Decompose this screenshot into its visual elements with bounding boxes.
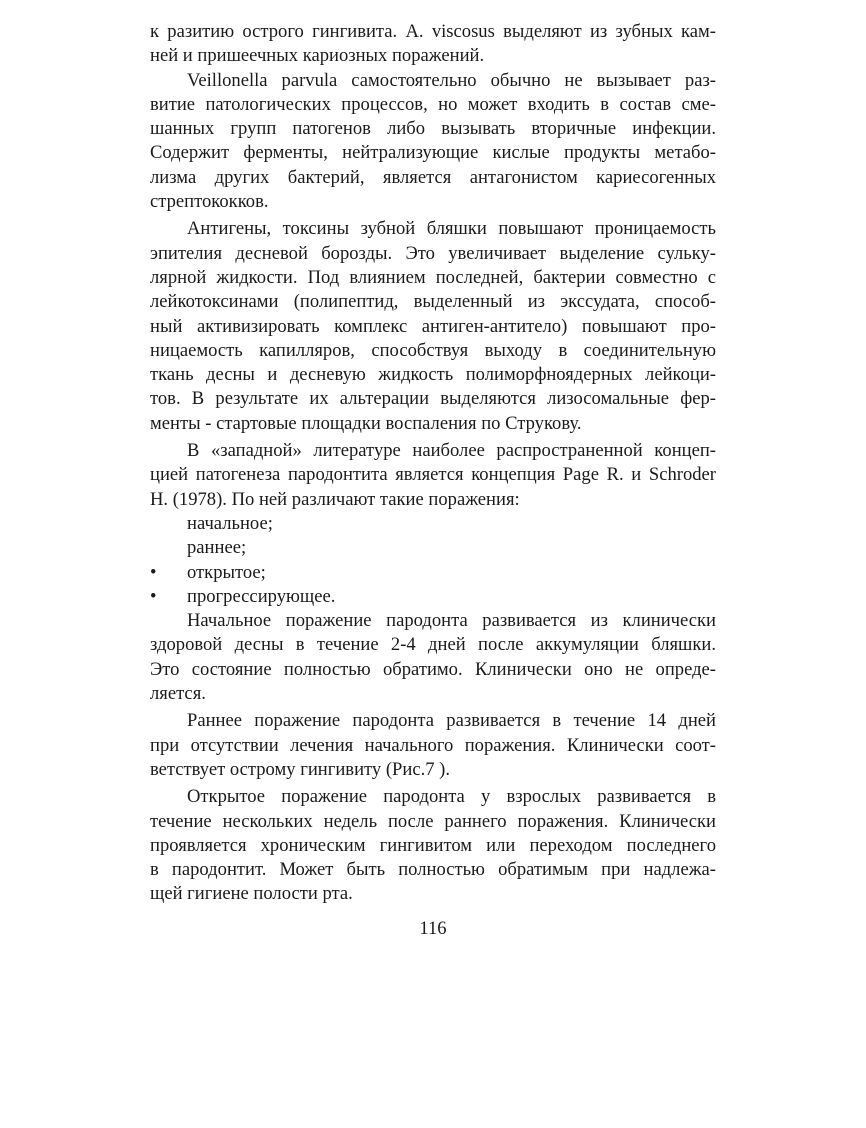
list-item (150, 536, 716, 560)
text-line: В «западной» литературе наиболее распространенной концеп- (187, 440, 716, 462)
text-line: Открытое поражение пародонта у взрослых развивается в (187, 786, 716, 808)
text-line: шанных групп патогенов либо вызывать вторичные инфекции. (150, 118, 716, 140)
text-line: лярной жидкости. Под влиянием последней, бактерии совместно с (150, 266, 716, 288)
paragraph (150, 217, 716, 436)
text-line: ницаемость капилляров, способствуя выходу в соединительную (150, 339, 716, 361)
bullet-mark: • (150, 585, 157, 607)
text-line: витие патологических процессов, но может входить в состав сме- (150, 93, 716, 115)
text-line: при отсутствии лечения начального поражения. Клинически соот- (150, 734, 716, 756)
list-item-text: открытое; (187, 561, 266, 583)
list-item (150, 585, 716, 609)
list-item (150, 561, 716, 585)
list-item-text: раннее; (187, 537, 247, 559)
list-item-text: начальное; (187, 512, 273, 534)
text-line: тов. В результате их альтерации выделяются лизосомальные фер- (150, 388, 716, 410)
text-line: Это состояние полностью обратимо. Клинически оно не опреде- (150, 658, 716, 680)
paragraph (150, 785, 716, 906)
paragraph (150, 609, 716, 706)
text-line: Содержит ферменты, нейтрализующие кислые продукты метабо- (150, 142, 716, 164)
page-number: 116 (419, 918, 447, 939)
paragraph (150, 439, 716, 512)
text-line: стрептококков. (150, 191, 269, 213)
text-line: ней и пришеечных кариозных поражений. (150, 45, 485, 67)
text-line: H. (1978). По ней различают такие поражения: (150, 488, 520, 510)
text-line: Раннее поражение пародонта развивается в течение 14 дней (187, 710, 716, 732)
text-line: цией патогенеза пародонтита является концепция Page R. и Schroder (150, 464, 716, 486)
text-line: проявляется хроническим гингивитом или переходом последнего (150, 834, 716, 856)
bullet-mark: • (150, 561, 157, 583)
page-body (150, 20, 716, 907)
text-line: в пародонтит. Может быть полностью обратимым при надлежа- (150, 859, 716, 881)
text-line: менты - стартовые площадки воспаления по Струкову. (150, 412, 582, 434)
text-line: течение нескольких недель после раннего поражения. Клинически (150, 810, 716, 832)
paragraph (150, 20, 716, 69)
text-line: лизма других бактерий, является антагонистом кариесогенных (150, 166, 716, 188)
text-line: лейкотоксинами (полипептид, выделенный из экссудата, способ- (150, 291, 716, 313)
text-line: эпителия десневой борозды. Это увеличивает выделение сульку- (150, 242, 716, 264)
text-line: Антигены, токсины зубной бляшки повышают проницаемость (187, 218, 716, 240)
text-line: к разитию острого гингивита. A. viscosus выделяют из зубных кам- (150, 21, 716, 42)
text-line: ляется. (150, 683, 206, 705)
text-line: ный активизировать комплекс антиген-антитело) повышают про- (150, 315, 716, 337)
text-line: ветствует острому гингивиту (Рис.7 ). (150, 758, 451, 780)
text-line: ткань десны и десневую жидкость полиморфноядерных лейкоци- (150, 364, 716, 386)
text-line: Начальное поражение пародонта развивается из клинически (187, 610, 716, 632)
lesion-list (150, 512, 716, 609)
text-line: Veillonella parvula самостоятельно обычно не вызывает раз- (187, 69, 716, 91)
list-item-text: прогрессирующее. (187, 585, 336, 607)
paragraph (150, 709, 716, 782)
text-line: здоровой десны в течение 2-4 дней после аккумуляции бляшки. (150, 634, 716, 656)
text-line: щей гигиене полости рта. (150, 883, 353, 905)
paragraph (150, 69, 716, 215)
list-item (150, 512, 716, 536)
